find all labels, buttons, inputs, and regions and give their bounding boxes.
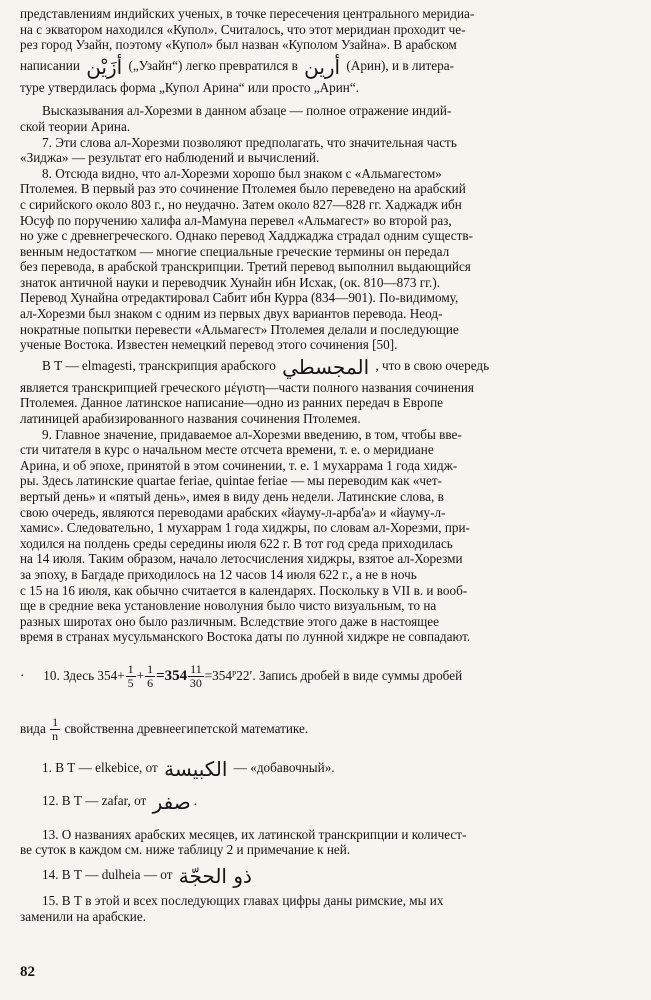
formula-line: · 10. Здесь 354+ $\frac{1}{5}$ + $\frac{1}{6}$ =354 $\frac{11}{30}$ =354ᴾ22′. Запись дробей в виде суммы дробей <box>20 659 631 693</box>
text-line: но уже с древнегреческого. Однако перевод Хадджаджа страдал одним существ- <box>20 228 474 244</box>
text-line: вертый день» и «пятый день», имея в виду день недели. Латинские слова, в <box>20 488 444 504</box>
arabic-word-almagest: المجسطي <box>282 354 370 379</box>
text-line: 7. Эти слова ал-Хорезми позволяют предполагать, что значительная часть <box>42 134 457 150</box>
note-14: 14. В Т — dulheia — от ذو الحجّة <box>20 858 631 893</box>
fraction-eleven-thirtieths: $\frac{11}{30}$ <box>189 662 202 691</box>
text-line: Высказывания ал-Хорезми в данном абзаце — полное отражение индий- <box>42 103 452 119</box>
text-line: латиницей арабизированного названия сочинения Птолемея. <box>20 411 361 426</box>
text-line: время в странах мусульманского Востока даты по лунной хиджре не совпадают. <box>20 629 471 645</box>
text-line: Перевод Хунайна отредактировал Сабит ибн Курра (834—901). По-видимому, <box>20 290 459 306</box>
fraction-one-sixth: $\frac{1}{6}$ <box>147 662 154 691</box>
text-line: 9. Главное значение, придаваемое ал-Хорезми введению, в том, чтобы вве- <box>42 426 462 442</box>
fraction-one-over-n: $\frac{1}{n}$ <box>52 715 59 744</box>
note-8 <box>20 166 631 353</box>
text-line: Птолемея. Данное латинское написание—одно из ранних передач в Европе <box>20 395 444 411</box>
text-line: Птолемея. В первый раз это сочинение Птолемея было переведено на арабский <box>20 181 466 197</box>
text-line: Арина, и об эпохе, принятой в этом сочинении, т. е. 1 мухаррама 1 года хидж- <box>20 457 458 473</box>
text-line: на с экватором находился «Купол». Считалось, что этот меридиан проходит че- <box>20 21 466 37</box>
text-line: ходился на полдень среды середины июля 622 г. В тот год среда приходилась <box>20 535 453 551</box>
arabic-word-arin: أرين <box>304 54 341 79</box>
arabic-word-safar: صفر <box>152 789 191 814</box>
text-line: заменили на арабские. <box>20 908 146 924</box>
note-11: 1. В Т — elkebice, от الكبيسة — «добавочный». <box>20 753 631 784</box>
arabic-word-kabisa: الكبيسة <box>164 756 228 781</box>
note-13 <box>20 827 631 858</box>
text-line: 13. О названиях арабских месяцев, их латинской транскрипции и количест- <box>42 826 467 842</box>
note-10 <box>20 659 631 745</box>
text-line: ской теории Арина. <box>20 118 131 134</box>
text-line: хамис». Следовательно, 1 мухаррам 1 года хиджры, по словам ал-Хорезми, при- <box>20 520 470 536</box>
text-line: является транскрипцией греческого μέγιστη—части полного названия сочинения <box>20 379 474 395</box>
fraction-one-fifth: $\frac{1}{5}$ <box>127 662 134 691</box>
text-line: нократные попытки перевести «Альмагест» Птолемея делали и последующие <box>20 321 459 337</box>
text-line: венным недостатком — многие специальные греческие термины он передал <box>20 243 450 259</box>
text-line: «Зиджа» — результат его наблюдений и вычислений. <box>20 150 320 166</box>
text-line: ры. Здесь латинские quartae feriae, quintae feriae — мы переводим как «чет- <box>20 473 443 489</box>
text-line: на 14 июля. Таким образом, начало летосчисления хиджры, взятое ал-Хорезми <box>20 551 463 567</box>
paragraph-top <box>20 6 631 95</box>
paragraph-elmagesti <box>20 353 631 427</box>
text-line: Юсуф по поручению халифа ал-Мамуна перевел «Альмагест» во второй раз, <box>20 212 452 228</box>
text-line: ал-Хорезми был знаком с одним из первых двух вариантов перевода. Неод- <box>20 306 443 322</box>
note-9 <box>20 427 631 645</box>
text-line-arabic: В Т — elmagesti, транскрипция арабского المجسطي , что в свою очередь <box>42 354 490 379</box>
text-line: с 15 на 16 июля, как обычно считается в календарях. Поскольку в VII в. и вооб- <box>20 582 468 598</box>
text-line: с сирийского около 803 г., но неудачно. Затем около 827—828 гг. Хаджадж ибн <box>20 196 462 212</box>
text-line: за эпоху, в Багдаде приходилось на 12 часов 14 июля 622 г., а не в ночь <box>20 566 417 582</box>
text-line: ученые Востока. Известен немецкий перевод этого сочинения [50]. <box>20 337 398 353</box>
text-line-arabic: написании أُزَيْن („Узайн“) легко превратился в أرين (Арин), и в литера- <box>20 54 455 79</box>
text-line: ще в средние века установление новолуния было чисто визуальным, то на <box>20 598 437 614</box>
text-line: без перевода, в арабской транскрипции. Третий перевод выполнил выдающийся <box>20 259 471 275</box>
text-line: рез город Узайн, поэтому «Купол» был назван «Куполом Узайна». В арабском <box>20 37 457 53</box>
text-line: ве суток в каждом см. ниже таблицу 2 и примечание к ней. <box>20 842 351 858</box>
note-12: 12. В Т — zafar, от صفر . <box>20 784 631 819</box>
text-line: сти читателя в курс о начальном месте отсчета времени, т. е. о меридиане <box>20 442 434 458</box>
arabic-word-uzain: أُزَيْن <box>86 54 123 79</box>
text-line: свою очередь, являются переводами арабских «йауму-л-арба'а» и «йауму-л- <box>20 504 446 520</box>
text-line: 8. Отсюда видно, что ал-Хорезми хорошо был знаком с «Альмагестом» <box>42 165 442 181</box>
margin-dot: · <box>20 667 25 683</box>
text-line: туре утвердилась форма „Купол Арина“ или просто „Арин“. <box>20 79 359 95</box>
text-line-fraction: вида $\frac{1}{n}$ свойственна древнеегипетской математике. <box>20 715 309 744</box>
note-15 <box>20 893 631 924</box>
text-line: 15. В Т в этой и всех последующих главах цифры даны римские, мы их <box>42 893 444 908</box>
text-line: знаток античной науки и переводчик Хунайн ибн Исхак, (ок. 810—873 гг.). <box>20 274 441 290</box>
paragraph-commentary <box>20 103 631 134</box>
text-line: представлениям индийских ученых, в точке пересечения центрального меридиа- <box>20 6 475 21</box>
note-7 <box>20 135 631 166</box>
text-line: разных широтах оно было различным. Вследствие этого даже в настоящее <box>20 613 440 629</box>
page-number: 82 <box>20 964 35 980</box>
arabic-word-dhu-al-hijja: ذو الحجّة <box>178 864 252 888</box>
